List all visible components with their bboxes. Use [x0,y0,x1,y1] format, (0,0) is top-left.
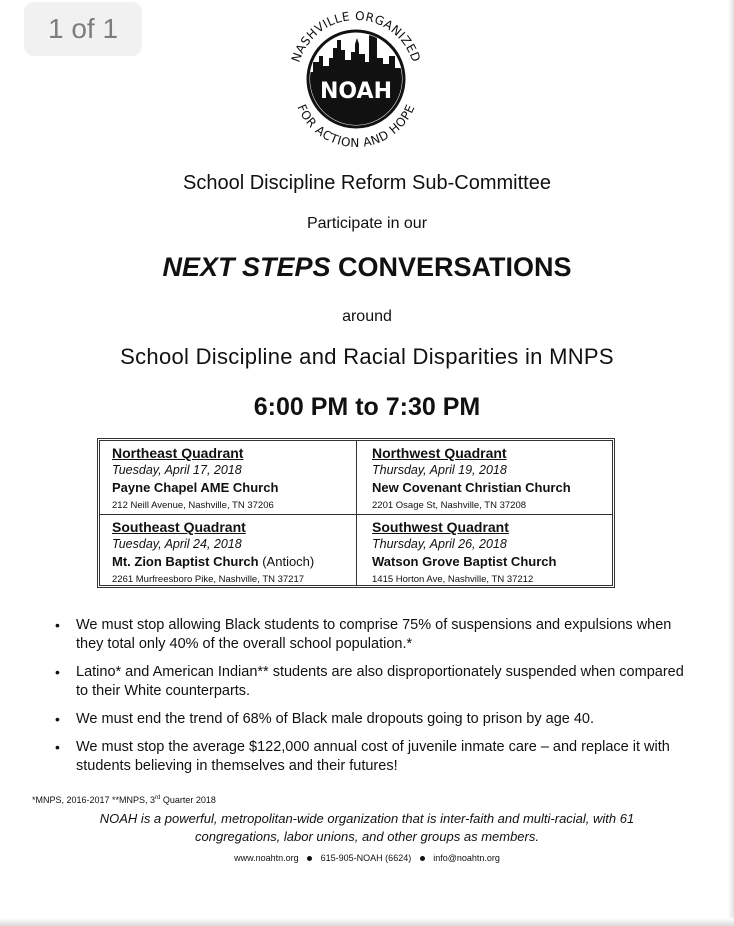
event-date: Tuesday, April 17, 2018 [112,463,242,477]
venue-address: 2201 Osage St, Nashville, TN 37208 [372,500,527,511]
around-text: around [342,308,392,325]
mission-line: congregations, labor unions, and other groups as members. [195,829,539,844]
bullet-separator-icon [420,856,425,861]
list-item: • We must stop allowing Black students to comprise 75% of suspensions and expulsions when they total only 40% of the overall school population.* [52,616,692,654]
participate-text: Participate in our [306,215,428,232]
venue-address: 1415 Horton Ave, Nashville, TN 37212 [372,574,534,585]
venue-name: Watson Grove Baptist Church [372,554,557,569]
quadrant-name: Northeast Quadrant [112,445,244,461]
venue-address: 2261 Murfreesboro Pike, Nashville, TN 37217 [112,574,305,585]
event-time: 6:00 PM to 7:30 PM [253,393,481,421]
page-bottom-shadow [0,918,734,926]
event-date: Tuesday, April 24, 2018 [112,537,242,551]
schedule-cell-northwest [357,441,607,513]
schedule-cell-southeast [100,515,350,587]
venue-address: 212 Neill Avenue, Nashville, TN 37206 [112,500,274,511]
venue-name: New Covenant Christian Church [372,480,571,495]
venue-name: Mt. Zion Baptist Church (Antioch) [112,554,315,569]
mission-statement [0,810,734,846]
list-item: • We must stop the average $122,000 annual cost of juvenile inmate care – and replace it with students believing in themselves and their futures! [52,738,692,776]
mission-line: NOAH is a powerful, metropolitan-wide organization that is inter-faith and multi-racial, with 61 [99,811,635,826]
event-date: Thursday, April 26, 2018 [372,537,507,551]
logo-top-arc: NASHVILLE ORGANIZED [288,8,424,65]
logo-bottom-arc: FOR ACTION AND HOPE [294,102,418,151]
headline-italic: NEXT STEPS [162,252,331,282]
contact-line [0,853,734,863]
quadrant-name: Southwest Quadrant [372,519,509,535]
schedule-cell-northeast [100,441,350,513]
quadrant-name: Southeast Quadrant [112,519,246,535]
footnote: *MNPS, 2016-2017 **MNPS, 3rd Quarter 2018 [32,795,216,805]
list-item: • Latino* and American Indian** students are also disproportionately suspended when compared to their White counterparts. [52,663,692,701]
sub-committee-title: School Discipline Reform Sub-Committee [183,172,551,194]
list-item: • We must end the trend of 68% of Black male dropouts going to prison by age 40. [52,710,692,729]
phone-number: 615-905-NOAH (6624) [320,853,412,863]
page-indicator: 1 of 1 [24,2,142,56]
topic-title: School Discipline and Racial Disparities in MNPS [120,344,614,369]
venue-name: Payne Chapel AME Church [112,480,279,495]
website-link[interactable]: www.noahtn.org [234,853,299,863]
headline [0,252,734,283]
event-date: Thursday, April 19, 2018 [372,463,507,477]
facts-list [52,616,692,785]
noah-logo [277,0,435,158]
bullet-separator-icon [307,856,312,861]
logo-center-text: NOAH [320,79,392,104]
email-link[interactable]: info@noahtn.org [433,853,500,863]
headline-rest: CONVERSATIONS [330,252,572,282]
quadrant-name: Northwest Quadrant [372,445,507,461]
schedule-cell-southwest [357,515,607,587]
schedule-table [97,438,615,588]
page-edge-shadow [728,0,734,926]
